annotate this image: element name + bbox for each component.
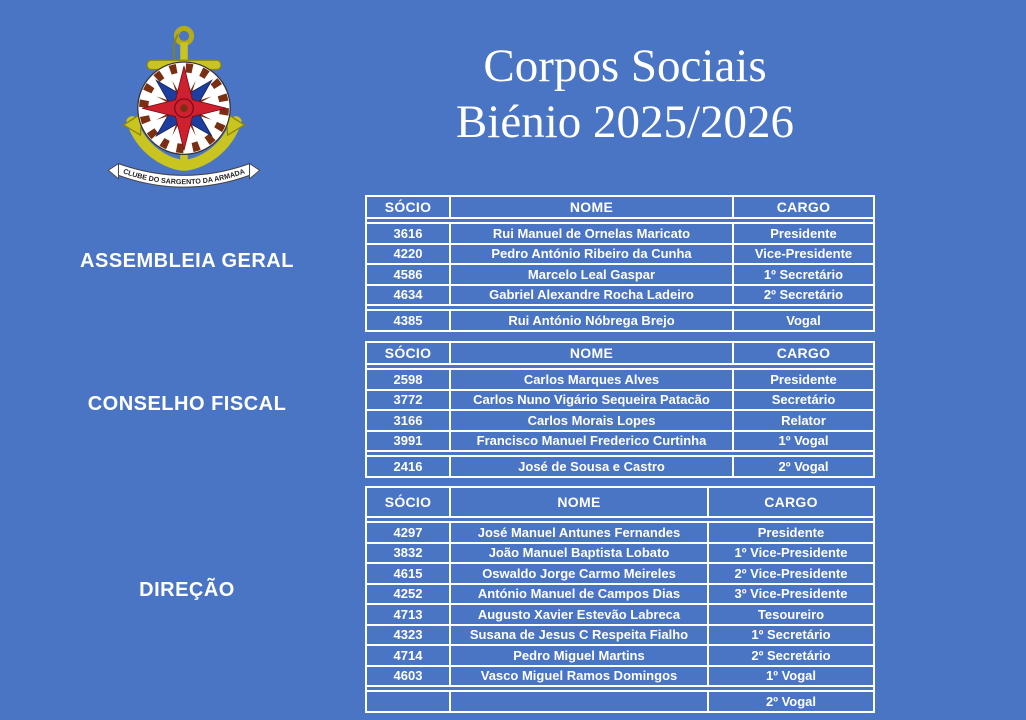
- table-cell: 4714: [393, 647, 423, 663]
- table-row: [367, 243, 873, 264]
- table-cell: Relator: [732, 411, 873, 430]
- column-header: SÓCIO: [384, 199, 432, 215]
- table-cell: João Manuel Baptista Lobato: [449, 544, 707, 563]
- table-cell: 3832: [393, 545, 423, 561]
- table-cell: Tesoureiro: [707, 605, 873, 624]
- table-cell: 2º Secretário: [732, 286, 873, 305]
- table-cell: 4297: [393, 524, 423, 540]
- table-cell: Carlos Marques Alves: [449, 370, 732, 389]
- table-cell: Rui Manuel de Ornelas Maricato: [449, 224, 732, 243]
- table-cell: José Manuel Antunes Fernandes: [449, 523, 707, 542]
- table-cell: 4385: [393, 312, 423, 328]
- table-cell: 4220: [393, 246, 423, 262]
- table-cell: 4586: [393, 266, 423, 282]
- section-label-direcao: DIREÇÃO: [139, 579, 235, 601]
- column-header: CARGO: [707, 488, 873, 516]
- table-cell: 2416: [393, 458, 423, 474]
- table-cell: 2º Vice-Presidente: [707, 564, 873, 583]
- table-cell: Gabriel Alexandre Rocha Ladeiro: [449, 286, 732, 305]
- table-cell: Pedro Miguel Martins: [449, 646, 707, 665]
- table-cell: Secretário: [732, 391, 873, 410]
- table-row: [367, 665, 873, 686]
- table-cell: 4615: [393, 565, 423, 581]
- table-cell: Francisco Manuel Frederico Curtinha: [449, 432, 732, 451]
- table-row: [367, 368, 873, 389]
- table-row: [367, 409, 873, 430]
- table-cell: Vogal: [732, 311, 873, 330]
- table-cell: 4323: [393, 627, 423, 643]
- column-header: CARGO: [732, 197, 873, 217]
- logo-banner-text: CLUBE DO SARGENTO DA ARMADA: [122, 167, 246, 187]
- table-cell: 4634: [393, 287, 423, 303]
- table-cell: 4252: [393, 586, 423, 602]
- table-row: [367, 644, 873, 665]
- table-row: [367, 521, 873, 542]
- table-cell: Vice-Presidente: [732, 245, 873, 264]
- table-cell: Susana de Jesus C Respeita Fialho: [449, 626, 707, 645]
- table-cell: 1º Vogal: [732, 432, 873, 451]
- section-label-conselho-fiscal: CONSELHO FISCAL: [87, 393, 287, 415]
- table-cell: 3991: [393, 433, 423, 449]
- table-cell: Vasco Miguel Ramos Domingos: [449, 667, 707, 686]
- club-emblem: [100, 20, 268, 198]
- table-row: [367, 562, 873, 583]
- column-header: NOME: [449, 197, 732, 217]
- table-row: [367, 690, 873, 711]
- table-row: [367, 430, 873, 451]
- table-cell: 4713: [393, 606, 423, 622]
- table-cell: 1º Secretário: [732, 265, 873, 284]
- table-cell: 2º Vogal: [732, 457, 873, 476]
- column-header: CARGO: [732, 343, 873, 363]
- table-row: [367, 284, 873, 305]
- section-label-assembleia-geral: ASSEMBLEIA GERAL: [80, 250, 294, 272]
- table-row: [367, 309, 873, 330]
- assembleia-geral-table: [365, 195, 875, 332]
- table-cell: Presidente: [732, 370, 873, 389]
- table-cell: Rui António Nóbrega Brejo: [449, 311, 732, 330]
- table-cell: Augusto Xavier Estevão Labreca: [449, 605, 707, 624]
- table-cell: 2598: [393, 371, 423, 387]
- column-header: NOME: [449, 488, 707, 516]
- table-cell: 3º Vice-Presidente: [707, 585, 873, 604]
- table-cell: 1º Vogal: [707, 667, 873, 686]
- table-cell: Carlos Nuno Vigário Sequeira Patacão: [449, 391, 732, 410]
- table-cell: 3616: [393, 225, 423, 241]
- table-cell: 3166: [393, 412, 423, 428]
- table-row: [367, 542, 873, 563]
- table-cell: 4603: [393, 668, 423, 684]
- table-row: [367, 263, 873, 284]
- table-cell: 2º Vogal: [707, 692, 873, 711]
- table-cell: José de Sousa e Castro: [449, 457, 732, 476]
- table-cell: Presidente: [732, 224, 873, 243]
- table-cell: Marcelo Leal Gaspar: [449, 265, 732, 284]
- column-header: SÓCIO: [384, 494, 432, 510]
- table-cell: Carlos Morais Lopes: [449, 411, 732, 430]
- header-row: [367, 488, 873, 516]
- header-row: [367, 197, 873, 217]
- table-cell: António Manuel de Campos Dias: [449, 585, 707, 604]
- table-cell: [449, 692, 707, 711]
- table-cell: 3772: [393, 392, 423, 408]
- table-cell: Oswaldo Jorge Carmo Meireles: [449, 564, 707, 583]
- table-cell: Presidente: [707, 523, 873, 542]
- table-row: [367, 583, 873, 604]
- page-title: [340, 38, 910, 151]
- table-row: [367, 222, 873, 243]
- conselho-fiscal-table: [365, 341, 875, 478]
- compass-rose-icon: [138, 62, 230, 154]
- table-cell: 1º Vice-Presidente: [707, 544, 873, 563]
- table-cell: 1º Secretário: [707, 626, 873, 645]
- table-row: [367, 389, 873, 410]
- title-line-2: Biénio 2025/2026: [455, 96, 795, 149]
- table-row: [367, 455, 873, 476]
- table-cell: 2º Secretário: [707, 646, 873, 665]
- table-cell: Pedro António Ribeiro da Cunha: [449, 245, 732, 264]
- direcao-table: [365, 486, 875, 713]
- header-row: [367, 343, 873, 363]
- table-row: [367, 624, 873, 645]
- column-header: NOME: [449, 343, 732, 363]
- table-cell: [367, 692, 449, 711]
- table-row: [367, 603, 873, 624]
- column-header: SÓCIO: [384, 345, 432, 361]
- title-line-1: Corpos Sociais: [483, 40, 767, 92]
